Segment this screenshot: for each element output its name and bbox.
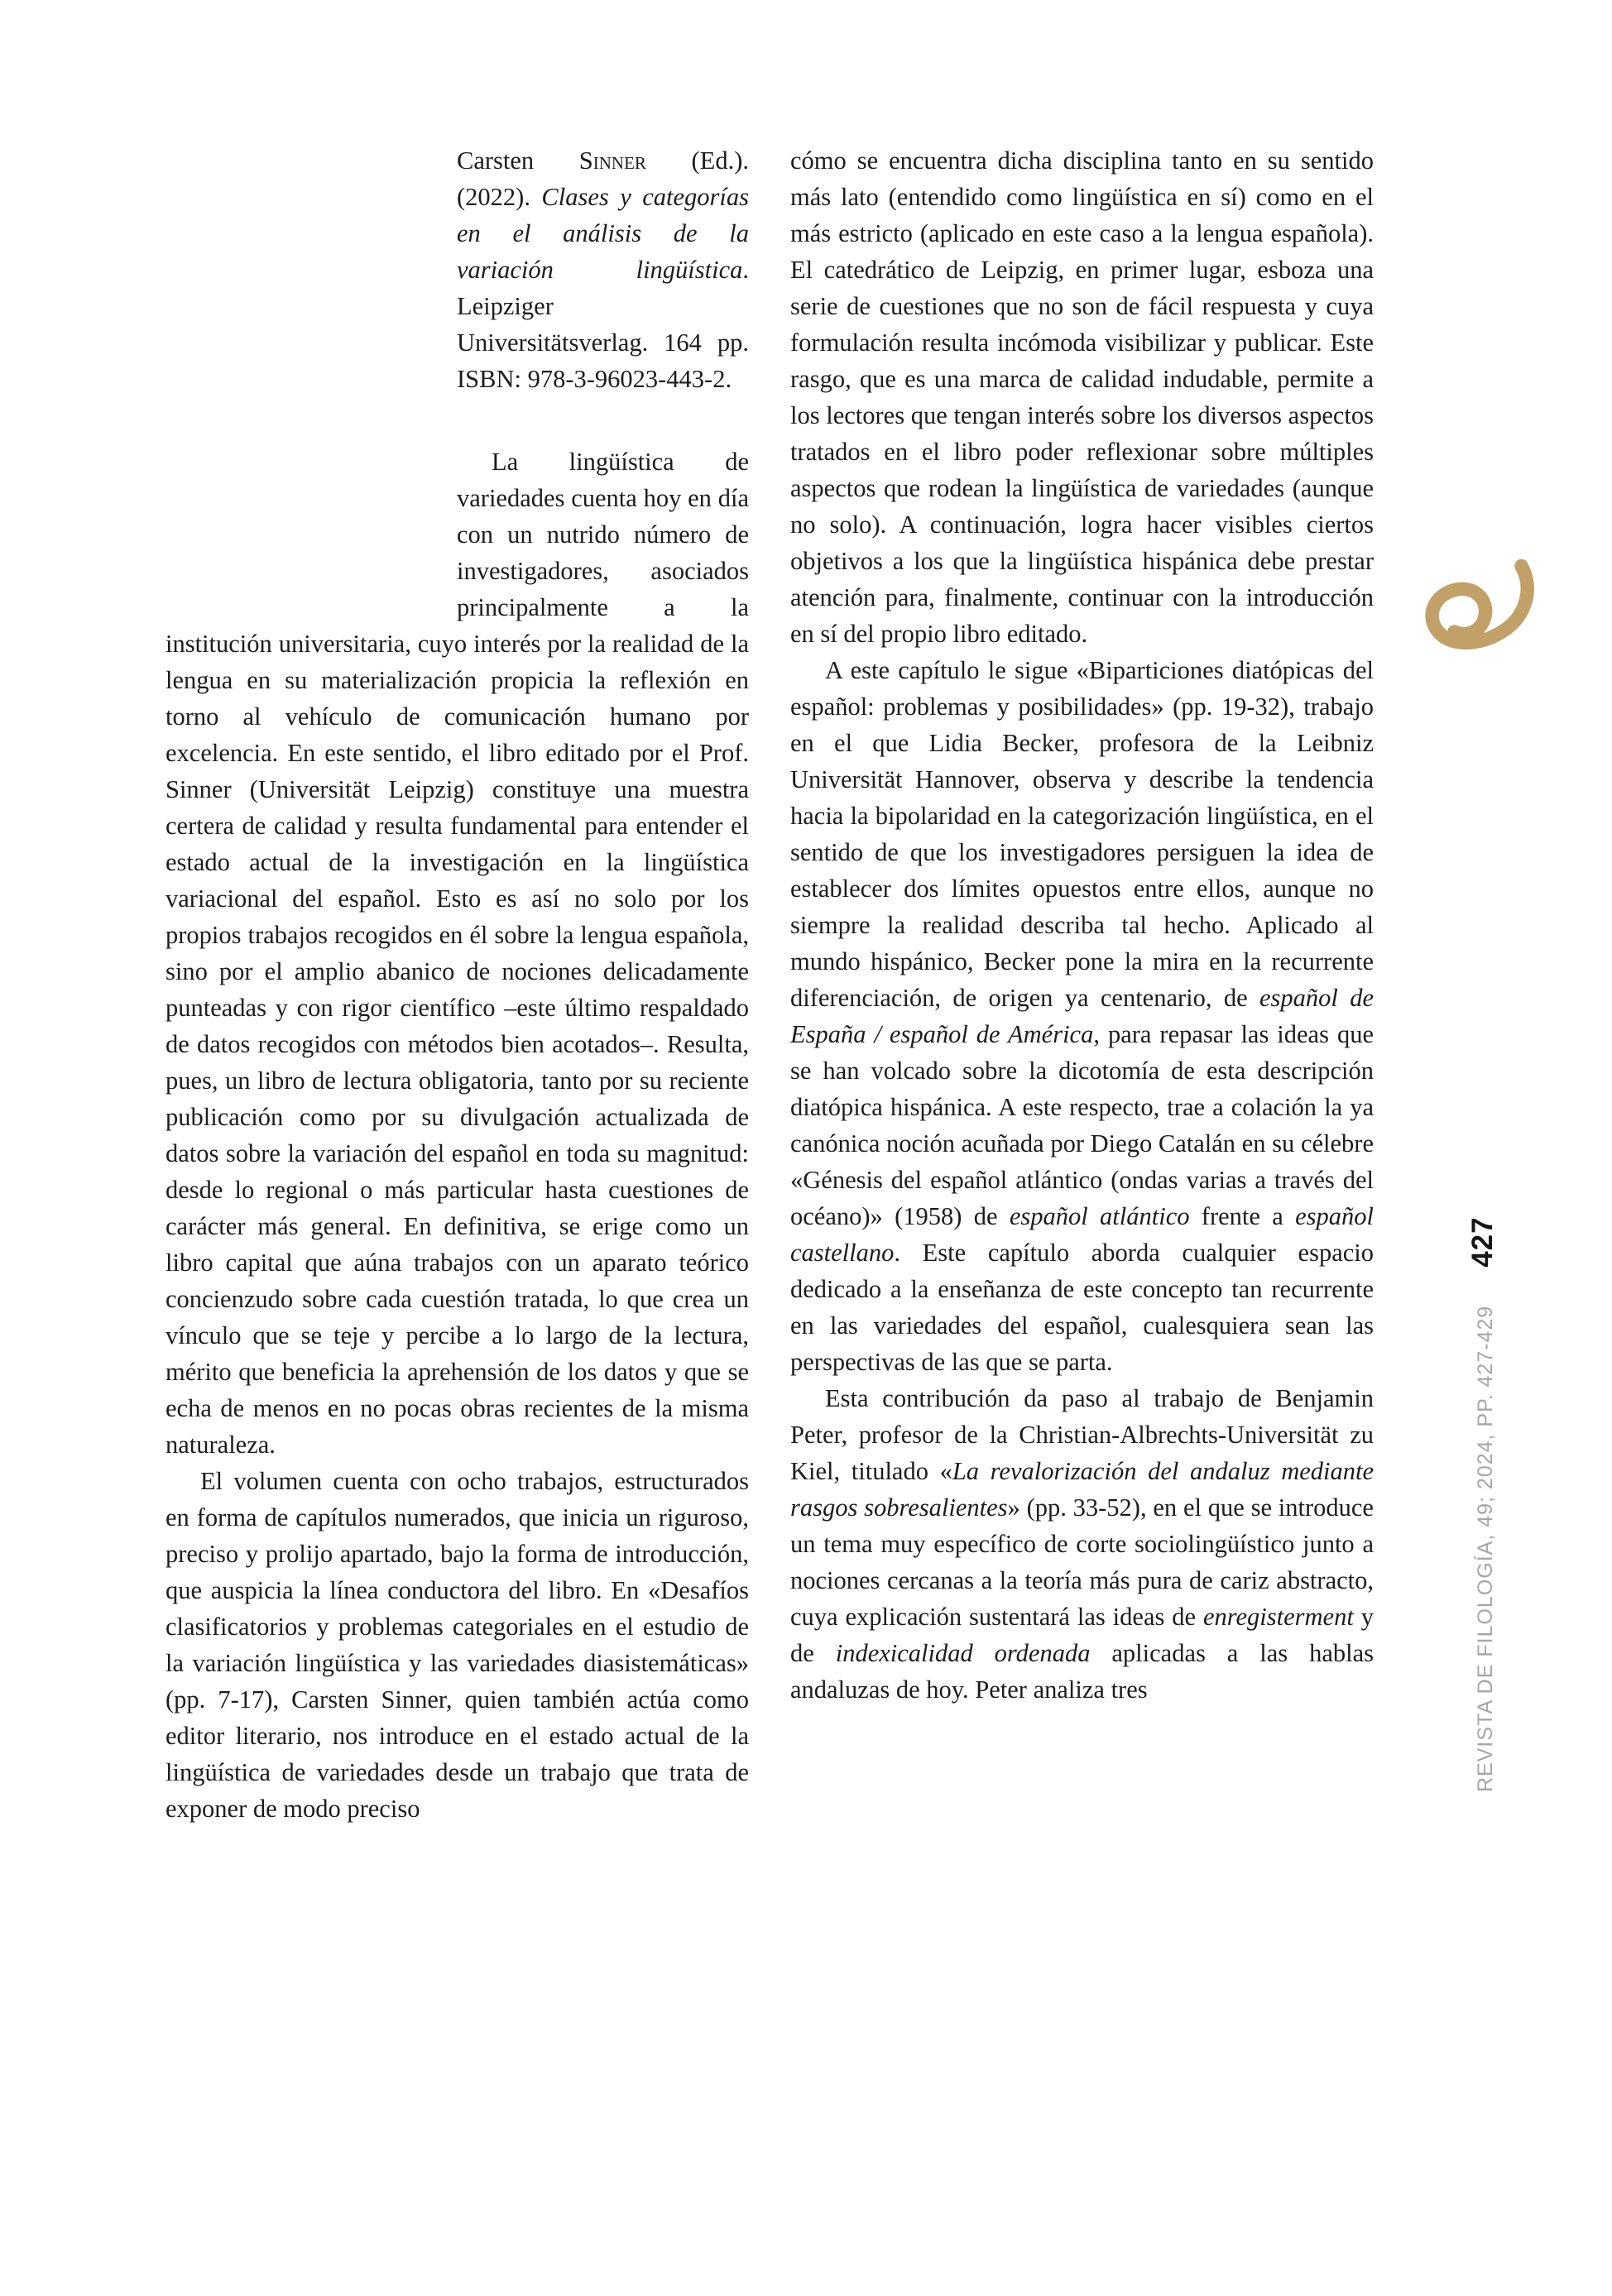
text-run: . Este capítulo aborda cualquier espacio dedicado a la enseñanza de este concepto tan recurrente en las variedades del español, cualesquiera sean las perspectivas de las que se parta. xyxy=(790,1239,1374,1376)
text-run: cómo se encuentra dicha disciplina tanto en su sentido más lato (entendido como lingüística en sí) como en el más estricto (aplicado en este caso a la lengua española). El catedrático de Leipzig, en primer lugar, esboza una serie de cuestiones que no son de fácil respuesta y cuya formulación resulta incómoda visibilizar y publicar. Este rasgo, que es una marca de calidad indudable, permite a los lectores que tengan interés sobre los diversos aspectos tratados en el libro poder reflexionar sobre múltiples aspectos que rodean la lingüística de variedades (aunque no solo). A continuación, logra hacer visibles ciertos objetivos a los que la lingüística hispánica debe prestar atención para, finalmente, continuar con la introducción en sí del propio libro editado. xyxy=(790,146,1374,648)
paragraph xyxy=(790,652,1374,1380)
text-run: Esta contribución da paso al trabajo de Benjamin Peter, profesor de la Christian-Albrechts-Universität zu Kiel, titulado « xyxy=(790,1384,1374,1485)
paragraph xyxy=(790,1380,1374,1708)
text-run: La lingüística de variedades cuenta hoy en día con un nutrido número de investigadores, asociados principalmente a la institución universitaria, cuyo interés por la realidad de la lengua en su materialización propicia la reflexión en torno al vehículo de comunicación humano por excelencia. En este sentido, el libro editado por el Prof. Sinner (Universität Leipzig) constituye una muestra certera de calidad y resulta fundamental para entender el estado actual de la investigación en la lingüística variacional del español. Esto es así no solo por los propios trabajos recogidos en él sobre la lengua española, sino por el amplio abanico de nociones delicadamente punteadas y con rigor científico –este último respaldado de datos recogidos con métodos bien acotados–. Resulta, pues, un libro de lectura obligatoria, tanto por su reciente publicación como por su divulgación actualizada de datos sobre la variación del español en toda su magnitud: desde lo regional o más particular hasta cuestiones de carácter más general. En definitiva, se erige como un libro capital que aúna trabajos con un aparato teórico concienzudo sobre cada cuestión tratada, lo que crea un vínculo que se teje y percibe a lo largo de la lectura, mérito que beneficia la aprehensión de los datos y que se echa de menos en no pocas obras recientes de la misma naturaleza. xyxy=(166,448,749,1459)
italic-text: enregisterment xyxy=(1203,1603,1354,1631)
decorative-flourish-icon xyxy=(1405,556,1558,680)
text-run: y de xyxy=(790,1603,1375,1667)
paragraph xyxy=(790,142,1374,652)
paragraph xyxy=(166,1463,749,1827)
italic-text: español atlántico xyxy=(1009,1202,1190,1230)
right-column-paragraphs xyxy=(790,142,1374,1708)
journal-citation-vertical: REVISTA DE FILOLOGÍA, 49; 2024, PP. 427-429 xyxy=(1474,1305,1497,1792)
page-body-text xyxy=(166,142,1374,1827)
text-run: Carsten xyxy=(457,146,579,175)
text-run: , para repasar las ideas que se han volcado sobre la dicotomía de esta descripción diatópica hispánica. A este respecto, trae a colación la ya canónica noción acuñada por Diego Catalán en su célebre «Génesis del español atlántico (ondas varias a través del océano)» (1958) de xyxy=(790,1020,1374,1230)
left-column-paragraphs xyxy=(166,443,749,1827)
text-run: (Ed.). (2022). xyxy=(457,146,749,211)
left-column xyxy=(166,142,749,1827)
italic-text: español castellano xyxy=(790,1202,1374,1267)
text-run: aplicadas a las hablas andaluzas de hoy. Peter analiza tres xyxy=(790,1639,1374,1704)
italic-text: Clases y categorías en el análisis de la variación lingüística xyxy=(457,183,749,284)
text-run: A este capítulo le sigue «Biparticiones diatópicas del español: problemas y posibilidades» (pp. 19-32), trabajo en el que Lidia Becker, profesora de la Leibniz Universität Hannover, observa y describe la tendencia hacia la bipolaridad en la categorización lingüística, en el sentido de que los investigadores persiguen la idea de establecer dos límites opuestos entre ellos, aunque no siempre la realidad describa tal hecho. Aplicado al mundo hispánico, Becker pone la mira en la recurrente diferenciación, de origen ya centenario, de xyxy=(790,656,1374,1012)
smallcaps-text: Sinner xyxy=(578,146,646,175)
page-number: 427 xyxy=(1466,1216,1499,1268)
text-run: » (pp. 33-52), en el que se introduce un tema muy específico de corte sociolingüístico junto a nociones cercanas a la teoría más pura de cariz abstracto, cuya explicación sustentará las ideas de xyxy=(790,1493,1374,1631)
italic-text: La revalorización del andaluz mediante rasgos sobresalientes xyxy=(790,1457,1374,1522)
right-column xyxy=(790,142,1374,1827)
italic-text: indexicalidad ordenada xyxy=(835,1639,1091,1667)
text-run: frente a xyxy=(1189,1202,1296,1230)
citation-indent-spacer xyxy=(166,142,457,602)
italic-text: español de España / español de América xyxy=(790,984,1374,1048)
text-run: El volumen cuenta con ocho trabajos, estructurados en forma de capítulos numerados, que inicia un riguroso, preciso y prolijo apartado, bajo la forma de introducción, que auspicia la línea conductora del libro. En «Desafíos clasificatorios y problemas categoriales en el estudio de la variación lingüística y las variedades diasistemáticas» (pp. 7-17), Carsten Sinner, quien también actúa como editor literario, nos introduce en el estado actual de la lingüística de variedades desde un trabajo que trata de exponer de modo preciso xyxy=(166,1467,749,1823)
text-run: . Leipziger Universitätsverlag. 164 pp. ISBN: 978-3-96023-443-2. xyxy=(457,256,749,393)
sidebar-journal-info xyxy=(1466,1216,1499,1792)
